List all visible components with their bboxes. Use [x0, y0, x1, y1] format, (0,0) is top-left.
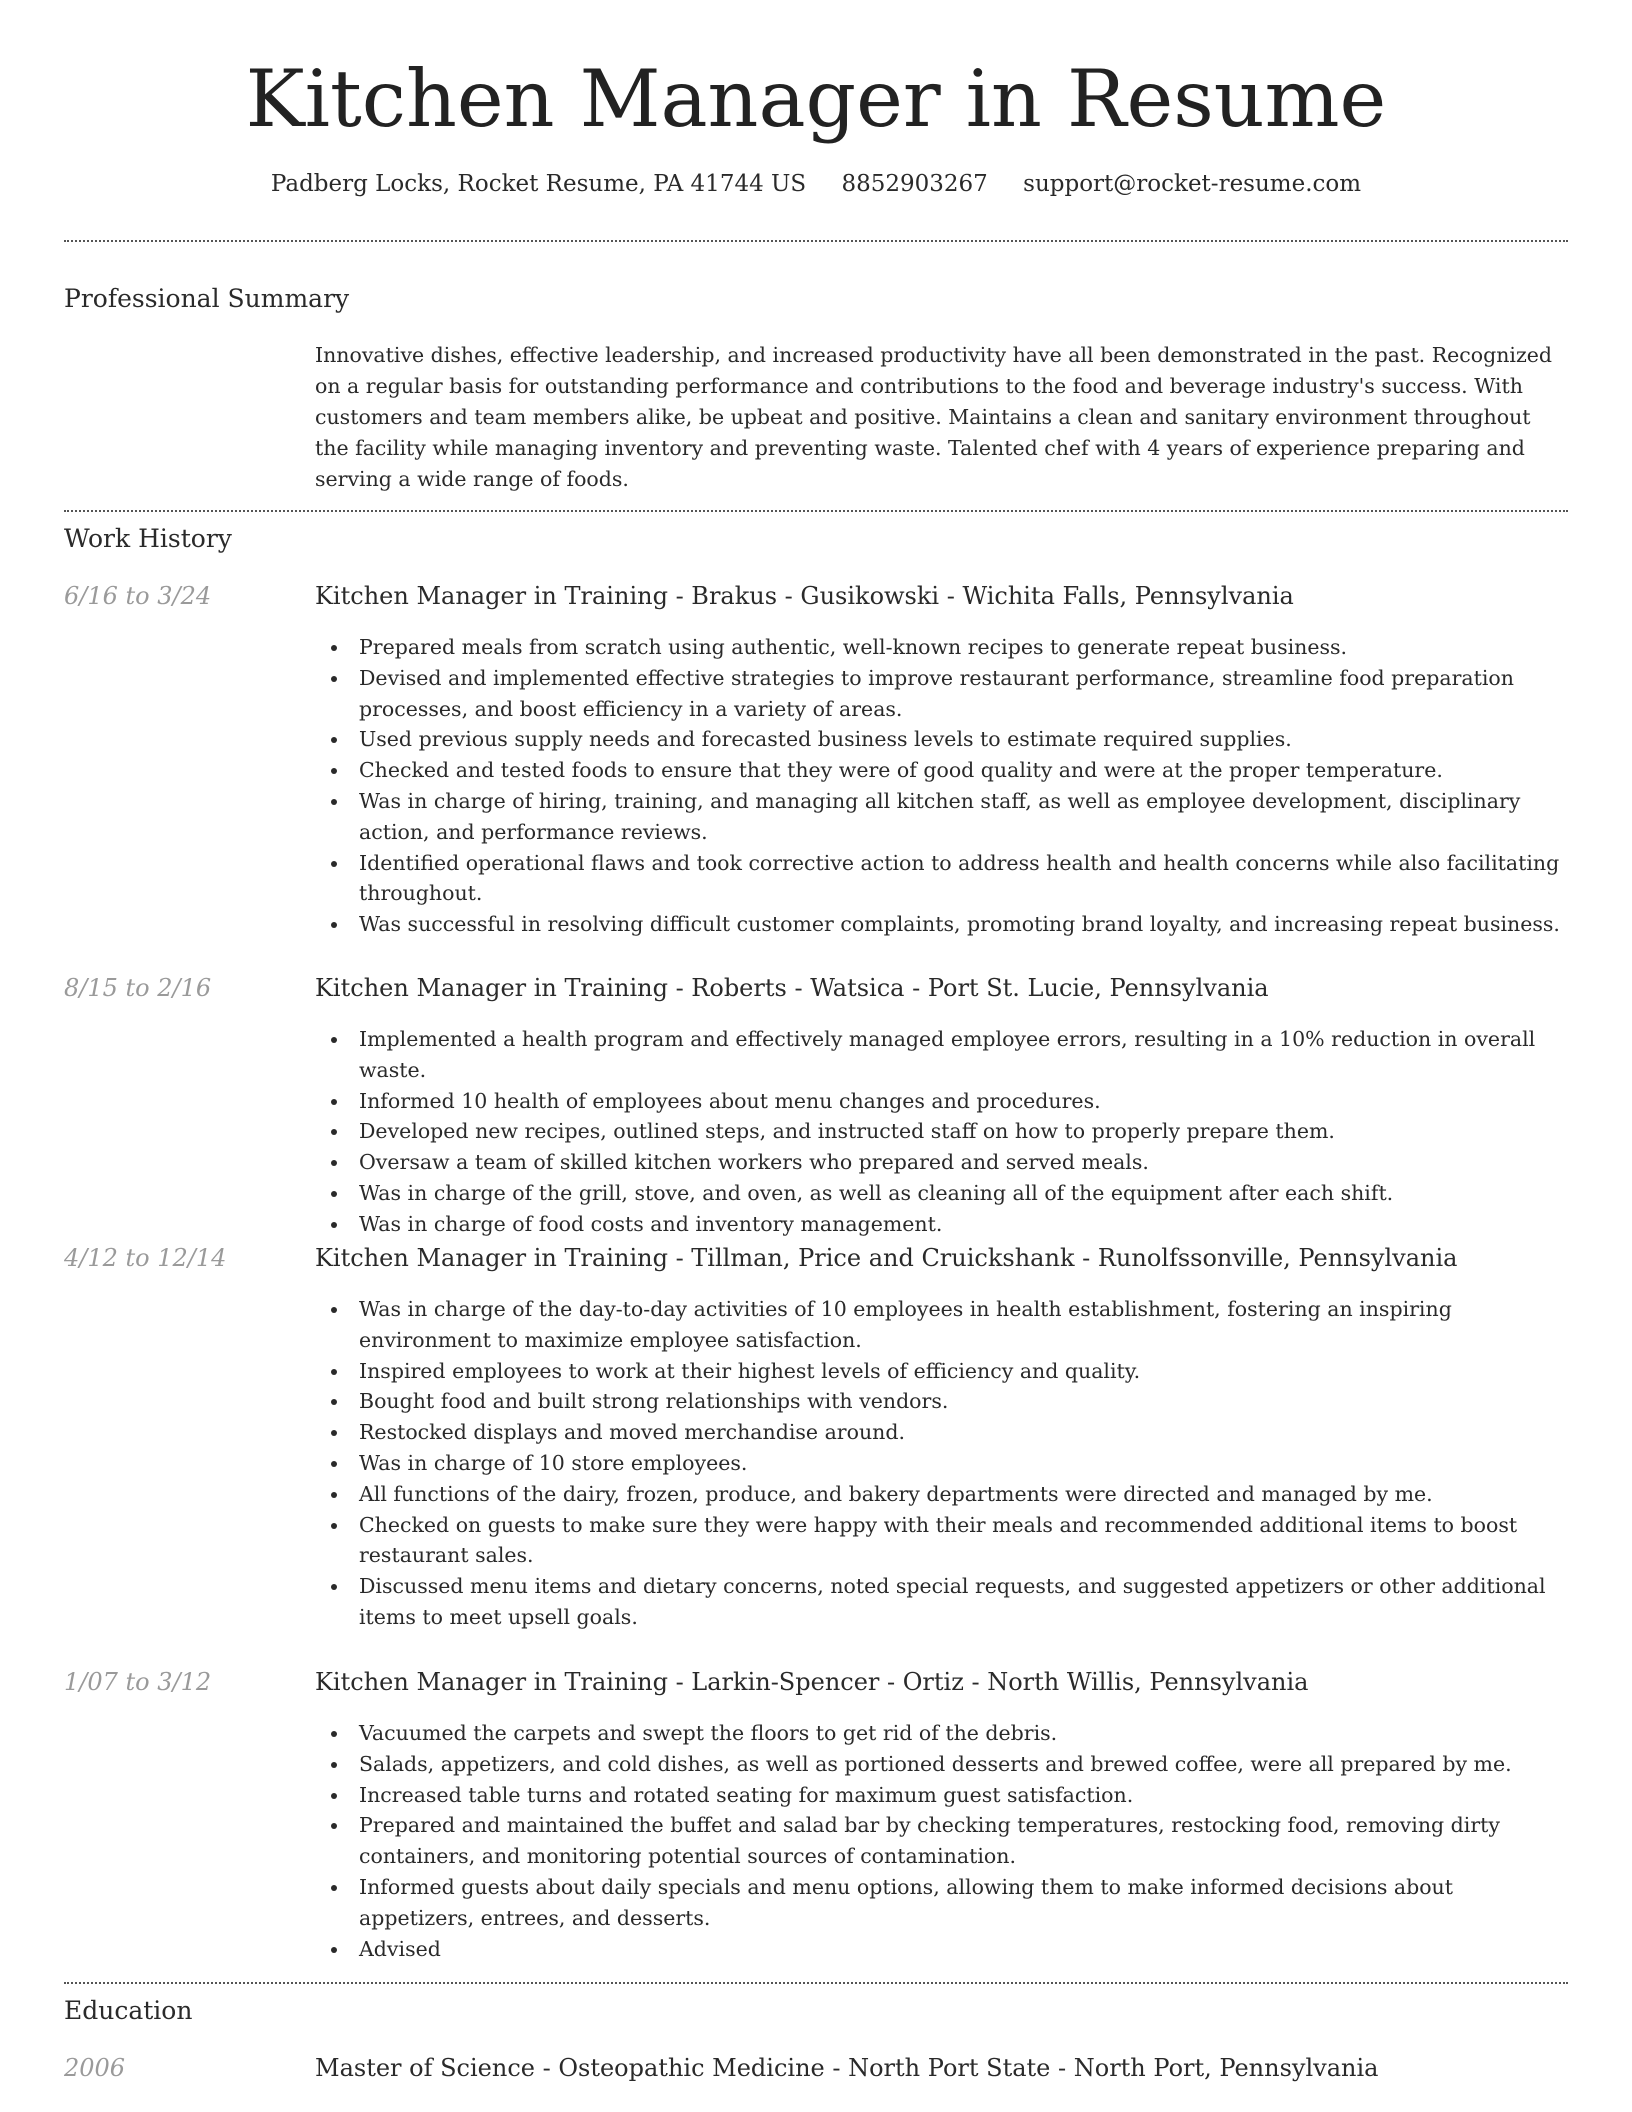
- resume-header: [0, 0, 1632, 197]
- resume-title: Kitchen Manager in Resume: [245, 53, 1387, 145]
- section-divider: [64, 240, 1568, 242]
- job-bullet: All functions of the dairy, frozen, produce, and bakery departments were directed and managed by me.: [315, 1479, 1568, 1510]
- job-bullet: Was successful in resolving difficult customer complaints, promoting brand loyalty, and increasing repeat business.: [315, 909, 1568, 940]
- job-bullet: Increased table turns and rotated seating for maximum guest satisfaction.: [315, 1780, 1568, 1811]
- job-date: 1/07 to 3/12: [64, 1668, 212, 1696]
- job-bullet: Salads, appetizers, and cold dishes, as well as portioned desserts and brewed coffee, were all prepared by me.: [315, 1749, 1568, 1780]
- job-bullet: Informed guests about daily specials and menu options, allowing them to make informed decisions about appetizers, entrees, and desserts.: [315, 1872, 1568, 1934]
- education-heading: Education: [64, 1996, 193, 2025]
- job-bullets: [315, 1718, 1568, 1964]
- job-bullet: Devised and implemented effective strategies to improve restaurant performance, streamline food preparation processes, and boost efficiency in a variety of areas.: [315, 663, 1568, 725]
- job-bullet: Checked on guests to make sure they were happy with their meals and recommended additional items to boost restaurant sales.: [315, 1510, 1568, 1572]
- job-bullet: Checked and tested foods to ensure that they were of good quality and were at the proper temperature.: [315, 755, 1568, 786]
- education-title: Master of Science - Osteopathic Medicine - North Port State - North Port, Pennsylvania: [315, 2054, 1379, 2082]
- job-bullet: Discussed menu items and dietary concerns, noted special requests, and suggested appetizers or other additional items to meet upsell goals.: [315, 1571, 1568, 1633]
- job-bullet: Advised: [315, 1934, 1568, 1965]
- job-bullets: [315, 1294, 1568, 1633]
- section-divider: [64, 510, 1568, 512]
- job-bullet: Was in charge of food costs and inventory management.: [315, 1209, 1568, 1240]
- job-title: Kitchen Manager in Training - Brakus - Gusikowski - Wichita Falls, Pennsylvania: [315, 582, 1294, 610]
- job-bullet: Vacuumed the carpets and swept the floors to get rid of the debris.: [315, 1718, 1568, 1749]
- job-title: Kitchen Manager in Training - Roberts - Watsica - Port St. Lucie, Pennsylvania: [315, 974, 1269, 1002]
- job-date: 4/12 to 12/14: [64, 1244, 227, 1272]
- work-history-heading: Work History: [64, 524, 232, 553]
- job-bullet: Bought food and built strong relationships with vendors.: [315, 1386, 1568, 1417]
- job-bullet: Identified operational flaws and took corrective action to address health and health concerns while also facilitating throughout.: [315, 848, 1568, 910]
- job-date: 6/16 to 3/24: [64, 582, 212, 610]
- job-bullet: Used previous supply needs and forecasted business levels to estimate required supplies.: [315, 724, 1568, 755]
- job-bullets: [315, 632, 1568, 940]
- job-bullet: Was in charge of the day-to-day activities of 10 employees in health establishment, fostering an inspiring environment to maximize employee satisfaction.: [315, 1294, 1568, 1356]
- section-divider: [64, 1982, 1568, 1984]
- job-bullet: Was in charge of 10 store employees.: [315, 1448, 1568, 1479]
- job-bullet: Restocked displays and moved merchandise around.: [315, 1417, 1568, 1448]
- job-bullet: Was in charge of hiring, training, and managing all kitchen staff, as well as employee development, disciplinary action, and performance reviews.: [315, 786, 1568, 848]
- contact-address: Padberg Locks, Rocket Resume, PA 41744 US: [270, 170, 807, 197]
- job-bullet: Oversaw a team of skilled kitchen workers who prepared and served meals.: [315, 1147, 1568, 1178]
- summary-heading: Professional Summary: [64, 284, 350, 313]
- job-bullets: [315, 1024, 1568, 1240]
- education-date: 2006: [64, 2054, 126, 2082]
- job-bullet: Implemented a health program and effectively managed employee errors, resulting in a 10% reduction in overall waste.: [315, 1024, 1568, 1086]
- job-bullet: Developed new recipes, outlined steps, and instructed staff on how to properly prepare them.: [315, 1116, 1568, 1147]
- contact-phone: 8852903267: [841, 170, 988, 197]
- job-title: Kitchen Manager in Training - Tillman, Price and Cruickshank - Runolfssonville, Pennsylvania: [315, 1244, 1458, 1272]
- job-bullet: Informed 10 health of employees about menu changes and procedures.: [315, 1086, 1568, 1117]
- job-bullet: Inspired employees to work at their highest levels of efficiency and quality.: [315, 1356, 1568, 1387]
- contact-email: support@rocket-resume.com: [1023, 170, 1362, 197]
- job-title: Kitchen Manager in Training - Larkin-Spencer - Ortiz - North Willis, Pennsylvania: [315, 1668, 1309, 1696]
- job-bullet: Was in charge of the grill, stove, and oven, as well as cleaning all of the equipment after each shift.: [315, 1178, 1568, 1209]
- job-date: 8/15 to 2/16: [64, 974, 212, 1002]
- summary-text: Innovative dishes, effective leadership, and increased productivity have all been demonstrated in the past. Recognized on a regular basis for outstanding performance and contributions to the food and beverage industry's success. With customers and team members alike, be upbeat and positive. Maintains a clean and sanitary environment throughout the facility while managing inventory and preventing waste. Talented chef with 4 years of experience preparing and serving a wide range of foods.: [315, 343, 1553, 491]
- contact-line: [0, 171, 1632, 197]
- job-bullet: Prepared meals from scratch using authentic, well-known recipes to generate repeat business.: [315, 632, 1568, 663]
- job-bullet: Prepared and maintained the buffet and salad bar by checking temperatures, restocking food, removing dirty containers, and monitoring potential sources of contamination.: [315, 1810, 1568, 1872]
